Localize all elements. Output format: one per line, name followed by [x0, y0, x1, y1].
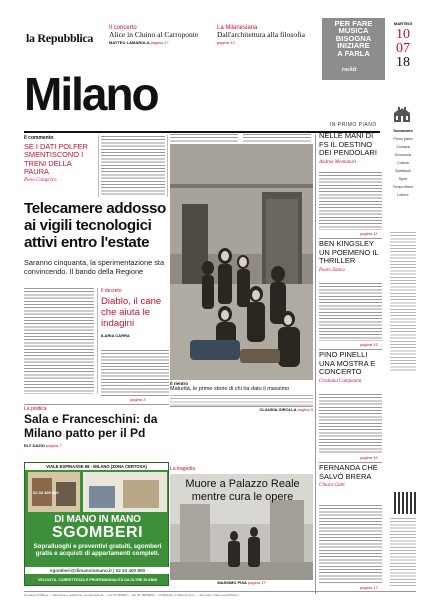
ad-headline-1: DI MANO IN MANO: [54, 514, 141, 525]
palazzo-kicker: La tragedia: [170, 466, 196, 472]
pinelli-story[interactable]: [319, 351, 382, 384]
in-primo-piano-label: IN PRIMO PIANO: [330, 122, 377, 128]
politics-kicker: La politica: [24, 406, 47, 412]
repubblica-logo[interactable]: la Repubblica: [26, 31, 94, 45]
milanesiana-title: Dall'architettura alla filosofia: [217, 30, 305, 39]
ad-phone[interactable]: 02 33 400 800: [115, 568, 146, 573]
sgomberi-ad[interactable]: [24, 462, 169, 586]
concert-kicker: Il concerto: [109, 25, 137, 31]
date-day: 10: [396, 27, 410, 42]
summary-item[interactable]: Spettacoli: [395, 169, 411, 173]
commentary-author: Piero Colaprico: [24, 178, 57, 184]
info-strip-bottom: [390, 518, 416, 588]
info-strip: [390, 232, 416, 372]
summary-item[interactable]: Tempo libero: [392, 185, 414, 189]
dog-story-byline: ILARIA CARRA: [101, 333, 130, 338]
ad-line-1: PER FARE: [334, 19, 373, 28]
pendolari-text: [319, 172, 382, 230]
dog-story-kicker: Il decreto: [101, 288, 122, 294]
ad-photo-2: [83, 472, 167, 512]
commentary-text: [101, 136, 165, 196]
photo-caption-title: Maturità, le prime storie di chi ha dato il massimo: [170, 386, 290, 392]
main-story-text-1: [24, 288, 94, 394]
pinelli-author: Cristiana Campanini: [319, 378, 362, 384]
rockit-ad[interactable]: [322, 18, 385, 80]
politics-page: pagina 7: [46, 443, 62, 448]
ad-phone-small: 02 33 400 800: [33, 490, 59, 495]
date-year: 18: [396, 55, 410, 70]
summary-item[interactable]: Cultura: [397, 161, 409, 165]
ad-email[interactable]: sgomberi@dimanoinmano.it: [49, 568, 112, 573]
dog-story-title: Diablo, il cane che aiuta le indagini: [101, 296, 162, 329]
kingsley-page: pagina 15: [360, 342, 378, 347]
center-text-1: [170, 134, 238, 143]
main-story-title: Telecamere addosso ai vigili tecnologici attivi entro l'estate: [24, 200, 166, 251]
kingsley-text: [319, 283, 382, 341]
palazzo-story[interactable]: [170, 466, 313, 588]
section-title: Milano: [24, 68, 158, 120]
politics-byline: ELY DAZIO: [24, 443, 45, 448]
commentary-title: SE I DATI POLFER SMENTISCONO I TRENI DELLA PAURA: [24, 142, 88, 176]
pinelli-page: pagina 16: [360, 455, 378, 460]
politics-title: Sala e Franceschini: da Milano patto per il Pd: [24, 412, 158, 440]
kingsley-title: BEN KINGSLEY UN POEMENO IL THRILLER: [319, 239, 379, 266]
photo-caption-byline: CLAUDIA GIROLLA: [259, 407, 297, 412]
pinelli-text: [319, 394, 382, 454]
main-story-page: pagina 3: [130, 397, 146, 402]
date-day-name: MARTEDÌ: [393, 21, 413, 26]
ad-headline-2: SGOMBERI: [51, 524, 144, 541]
main-story-subtitle: Saranno cinquanta, la sperimentazione sta convincendo. Il bando della Regione: [24, 258, 165, 277]
pendolari-title: NELLE MANI DI FS IL DESTINO DEI PENDOLARI: [319, 131, 377, 158]
pendolari-story[interactable]: [319, 132, 382, 165]
ad-footer: VELOCITÀ, CORRETTEZZA E PROFESSIONALITÀ DA OLTRE 20 ANNI: [38, 578, 157, 582]
milanesiana-page: pagina 13: [217, 40, 235, 45]
photo-caption-kicker: Il rientro: [170, 381, 189, 386]
ad-line-4: INIZIARE: [337, 41, 370, 51]
palazzo-page: pagina 17: [248, 580, 266, 585]
ad-top-line: VIALE ESPINASSE 68 - MILANO (ZONA CERTOSA): [25, 463, 168, 470]
summary-label: Sommario: [393, 128, 413, 133]
politics-story[interactable]: [24, 406, 169, 448]
kingsley-author: Paolo Zanca: [319, 267, 345, 273]
summary-item[interactable]: Cronaca: [396, 145, 410, 149]
main-story[interactable]: [24, 200, 169, 277]
ad-line-5: A FARLA: [337, 48, 370, 58]
rockit-logo: rockit: [342, 67, 357, 73]
commentary-kicker: Il commento: [24, 135, 54, 141]
footer-text: Cronaca di Milano — Direzione e redazione: via Nervesa 21 — tel. 02 480981 — fax 02 48098250 — Pubblicità: A. Manzoni & C. — sito web: milano.repubblica.it: [24, 593, 239, 597]
pinelli-title: PINO PINELLI UNA MOSTRA E CONCERTO: [319, 350, 376, 377]
summary-sidebar: [386, 128, 420, 223]
concert-byline: MATTEO LAMAROLA: [109, 40, 150, 45]
milanesiana-kicker: La Milanesiana: [217, 25, 258, 31]
ad-line-2: MUSICA: [338, 26, 369, 36]
fernanda-page: pagina 17: [360, 585, 378, 590]
concert-title: Alice in Cluino al Carroponte: [109, 30, 199, 39]
fernanda-title: FERNANDA CHE SALVÒ BRERA: [319, 463, 378, 481]
concert-teaser[interactable]: [109, 25, 209, 45]
pendolari-page: pagina 11: [360, 231, 378, 236]
fernanda-author: Chiara Gatti: [319, 483, 345, 489]
milanesiana-teaser[interactable]: [217, 25, 317, 45]
dog-story[interactable]: [101, 288, 169, 338]
fernanda-text: [319, 505, 382, 585]
palazzo-title: Muore a Palazzo Reale mentre cura le opere: [185, 478, 300, 503]
summary-item[interactable]: Lettere: [397, 193, 409, 197]
ad-body: Sopralluoghi e preventivi gratuiti, sgomberi gratis e acquisti di appartamenti completi.: [33, 543, 162, 558]
concert-page: pagina 17: [150, 40, 169, 45]
date-month: 07: [396, 41, 410, 56]
summary-item[interactable]: Primo piano: [393, 137, 413, 141]
masthead: [24, 22, 316, 52]
dog-story-text: [101, 350, 169, 396]
ad-line-3: BISOGNA: [335, 33, 372, 43]
qr-code-icon: [394, 492, 416, 514]
summary-item[interactable]: Economia: [395, 153, 411, 157]
ad-contact: sgomberi@dimanoinmano.it | 02 33 400 800: [25, 567, 170, 574]
date-block: [388, 21, 418, 81]
photo-caption[interactable]: [170, 381, 313, 412]
summary-item[interactable]: Sport: [398, 177, 408, 181]
palazzo-byline: MASSIMO PISA: [217, 580, 247, 585]
students-photo: [170, 144, 313, 380]
kingsley-story[interactable]: [319, 240, 382, 273]
city-icon: [392, 104, 412, 124]
pendolari-author: Andrea Montanari: [319, 159, 357, 165]
fernanda-story[interactable]: [319, 464, 382, 488]
photo-caption-page: pagina 9: [297, 407, 313, 412]
commentary-block[interactable]: [24, 135, 96, 195]
center-text-2: [243, 134, 311, 143]
